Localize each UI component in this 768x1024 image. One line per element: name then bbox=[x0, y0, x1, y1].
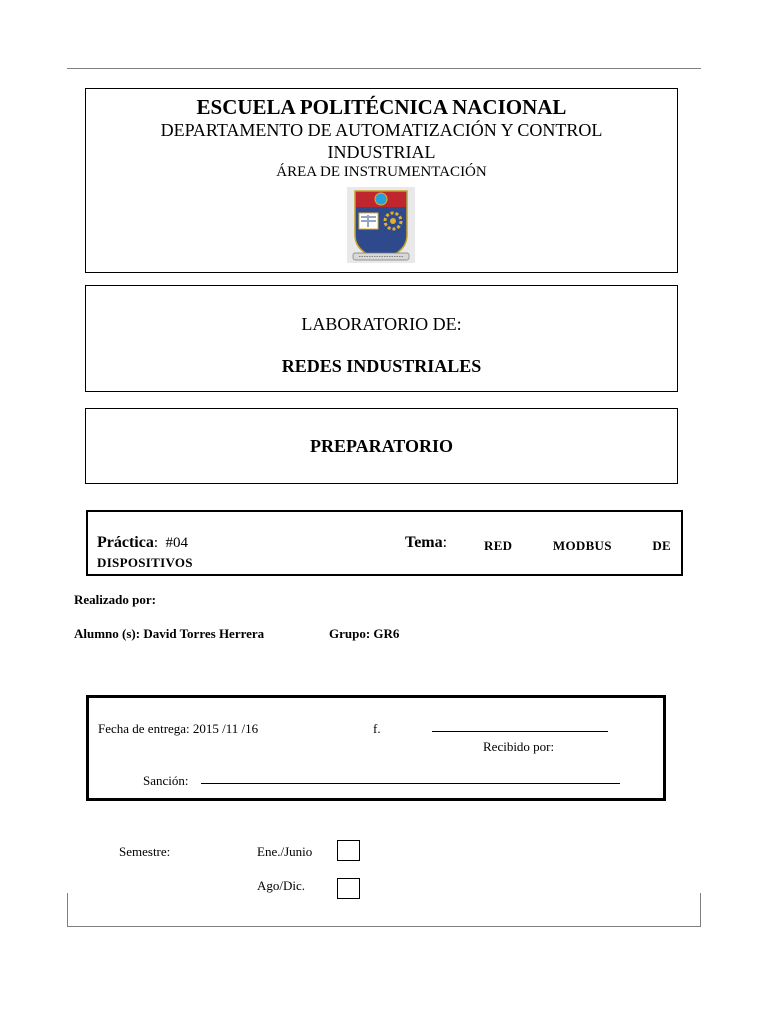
section-box bbox=[85, 408, 678, 484]
department-name: DEPARTAMENTO DE AUTOMATIZACIÓN Y CONTROL INDUSTRIAL bbox=[160, 120, 603, 162]
lab-name: REDES INDUSTRIALES bbox=[281, 356, 482, 376]
header-box bbox=[85, 88, 678, 273]
semester-option-2-label: Ago/Dic. bbox=[257, 878, 306, 893]
practice-number: #04 bbox=[165, 535, 189, 551]
signature-line[interactable] bbox=[432, 731, 608, 732]
topic-continuation: DISPOSITIVOS bbox=[97, 555, 193, 570]
topic-word: RED bbox=[484, 538, 513, 553]
delivery-box bbox=[86, 695, 666, 801]
practice-number-row: Práctica: #04 bbox=[97, 534, 189, 551]
topic-words bbox=[484, 538, 671, 554]
university-crest-icon bbox=[347, 187, 415, 263]
bottom-right-rule bbox=[700, 893, 701, 926]
sanction-label: Sanción: bbox=[143, 773, 189, 788]
signature-mark: f. bbox=[373, 721, 381, 736]
semester-option-1-checkbox[interactable] bbox=[337, 840, 360, 861]
school-name: ESCUELA POLITÉCNICA NACIONAL bbox=[196, 95, 567, 119]
student-name: Alumno (s): David Torres Herrera bbox=[74, 626, 265, 641]
group-label: Grupo: GR6 bbox=[329, 626, 400, 641]
practice-label: Práctica bbox=[97, 534, 154, 551]
bottom-left-rule bbox=[67, 893, 68, 926]
section-title: PREPARATORIO bbox=[309, 436, 453, 456]
semester-option-2-checkbox[interactable] bbox=[337, 878, 360, 899]
area-name: ÁREA DE INSTRUMENTACIÓN bbox=[276, 164, 487, 180]
practice-box bbox=[86, 510, 683, 576]
top-rule bbox=[67, 68, 701, 69]
topic-word: DE bbox=[652, 538, 671, 553]
topic-label-row: Tema: bbox=[405, 534, 448, 551]
lab-box bbox=[85, 285, 678, 392]
sanction-line[interactable] bbox=[201, 783, 620, 784]
semester-option-1-label: Ene./Junio bbox=[257, 844, 313, 859]
lab-label: LABORATORIO DE: bbox=[301, 314, 462, 334]
received-by-label: Recibido por: bbox=[483, 739, 555, 754]
topic-label: Tema bbox=[405, 534, 443, 551]
made-by-label: Realizado por: bbox=[74, 592, 156, 607]
topic-word: MODBUS bbox=[552, 538, 612, 553]
delivery-date: Fecha de entrega: 2015 /11 /16 bbox=[98, 721, 259, 736]
bottom-rule bbox=[67, 926, 701, 927]
semester-label: Semestre: bbox=[119, 844, 171, 859]
